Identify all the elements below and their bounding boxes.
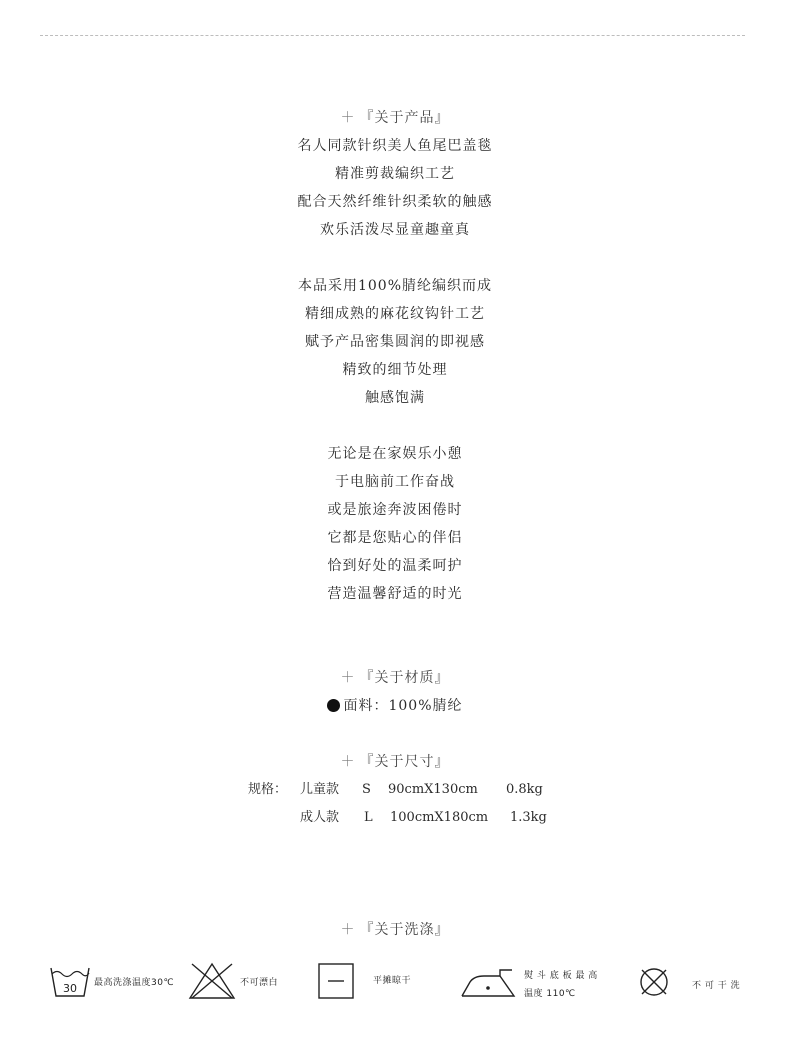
plus-icon: ＋ bbox=[340, 110, 356, 126]
no-dry-clean-icon bbox=[638, 960, 672, 1000]
product-section bbox=[0, 104, 790, 244]
plus-icon: ＋ bbox=[340, 754, 356, 770]
care-no-dry-clean bbox=[638, 960, 758, 1004]
plus-icon: ＋ bbox=[340, 670, 356, 686]
product-line: 精致的细节处理 bbox=[342, 362, 448, 378]
product-line: 欢乐活泼尽显童趣童真 bbox=[320, 222, 470, 238]
product-line: 它都是您贴心的伴侣 bbox=[327, 530, 463, 546]
product-heading: ＋ 『关于产品』 bbox=[340, 110, 450, 126]
fabric-info: 面料：100%腈纶 bbox=[0, 692, 790, 720]
care-label: 不 可 干 洗 bbox=[692, 981, 741, 991]
size-code: L bbox=[364, 810, 373, 825]
size-dims: 100cmX180cm bbox=[390, 810, 489, 825]
care-symbols bbox=[0, 960, 790, 1010]
product-line: 营造温馨舒适的时光 bbox=[327, 586, 463, 602]
bullet-dot-icon bbox=[327, 699, 340, 712]
iron-icon bbox=[460, 960, 516, 1000]
product-line: 名人同款针织美人鱼尾巴盖毯 bbox=[297, 138, 493, 154]
product-line: 恰到好处的温柔呵护 bbox=[327, 558, 463, 574]
product-line: 触感饱满 bbox=[365, 390, 425, 406]
care-label: 最高洗涤温度30℃ bbox=[94, 978, 175, 988]
product-paragraph-2 bbox=[0, 272, 790, 412]
size-code: S bbox=[362, 782, 371, 797]
size-dims: 90cmX130cm bbox=[388, 782, 478, 797]
care-dry-flat bbox=[317, 960, 437, 1004]
product-line: 或是旅途奔波困倦时 bbox=[327, 502, 463, 518]
wash-temp-number: 30 bbox=[63, 982, 77, 995]
product-line: 于电脑前工作奋战 bbox=[335, 474, 455, 490]
size-section bbox=[0, 748, 790, 776]
size-row-child bbox=[0, 776, 790, 804]
product-paragraph-3 bbox=[0, 440, 790, 608]
dry-flat-icon bbox=[317, 960, 357, 1000]
product-line: 无论是在家娱乐小憩 bbox=[327, 446, 463, 462]
product-line: 赋予产品密集圆润的即视感 bbox=[305, 334, 485, 350]
product-line: 本品采用100%腈纶编织而成 bbox=[297, 278, 493, 294]
product-line: 配合天然纤维针织柔软的触感 bbox=[297, 194, 493, 210]
size-name: 儿童款 bbox=[300, 782, 340, 797]
wash-section bbox=[0, 916, 790, 944]
wash-30-icon bbox=[48, 960, 92, 1000]
size-name: 成人款 bbox=[300, 810, 340, 825]
size-label: 规格： bbox=[248, 782, 288, 797]
care-label-2: 温度 110℃ bbox=[524, 989, 576, 999]
size-row-adult bbox=[0, 804, 790, 832]
size-weight: 1.3kg bbox=[510, 810, 547, 825]
care-wash bbox=[48, 960, 188, 1004]
size-weight: 0.8kg bbox=[506, 782, 543, 797]
no-bleach-icon bbox=[186, 960, 238, 1000]
care-label: 熨 斗 底 板 最 高 bbox=[524, 971, 598, 981]
plus-icon: ＋ bbox=[340, 922, 356, 938]
material-heading: ＋ 『关于材质』 bbox=[340, 670, 450, 686]
wash-heading: ＋ 『关于洗涤』 bbox=[340, 922, 450, 938]
size-heading: ＋ 『关于尺寸』 bbox=[340, 754, 450, 770]
care-label: 不可漂白 bbox=[240, 978, 279, 988]
care-label: 平摊晾干 bbox=[373, 976, 412, 986]
care-no-bleach bbox=[186, 960, 296, 1004]
product-line: 精准剪裁编织工艺 bbox=[335, 166, 455, 182]
top-divider bbox=[40, 35, 745, 36]
care-iron bbox=[460, 960, 620, 1004]
product-line: 精细成熟的麻花纹钩针工艺 bbox=[305, 306, 485, 322]
material-section bbox=[0, 664, 790, 720]
